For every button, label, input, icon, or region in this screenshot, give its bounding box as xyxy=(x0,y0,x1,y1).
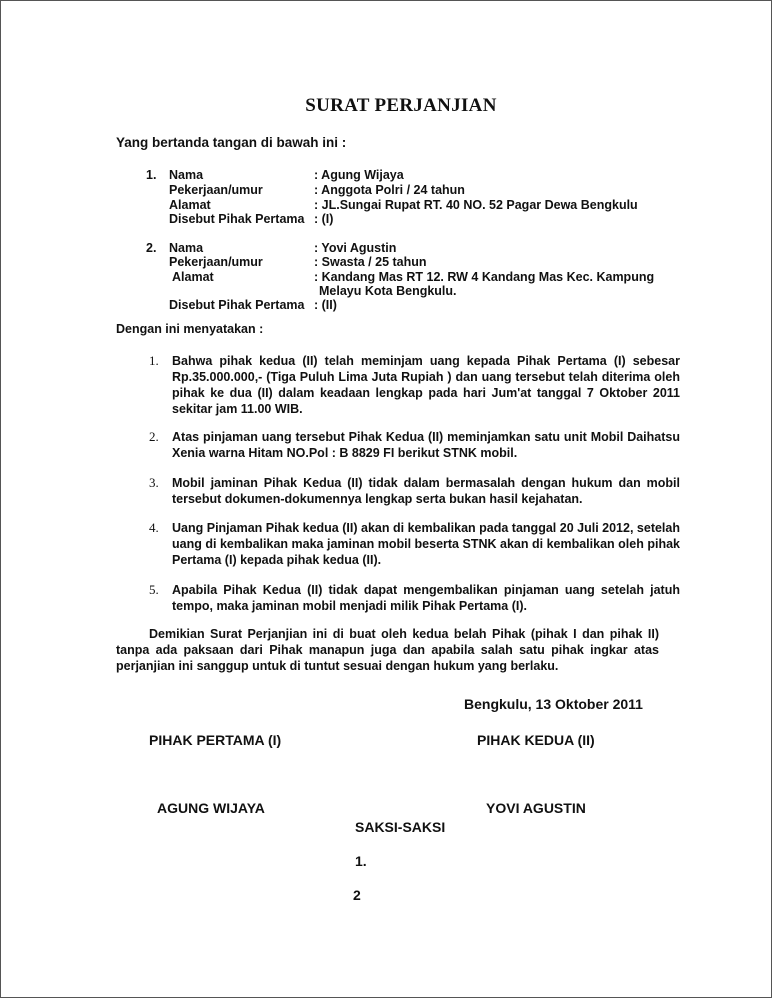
party-1-signature-name: AGUNG WIJAYA xyxy=(157,800,265,816)
clause-1-text: Bahwa pihak kedua (II) telah meminjam uang kepada Pihak Pertama (I) sebesar Rp.35.000.000,- (Tiga Puluh Lima Juta Rupiah ) dan uang tersebut telah diterima oleh pihak ke dua (II) dalam keadaan lengkap pada hari Jum'at tanggal 7 Oktober 2011 sekitar jam 11.00 WIB. xyxy=(172,354,680,416)
party-1-job-value: : Anggota Polri / 24 tahun xyxy=(314,183,465,197)
clause-4-number: 4. xyxy=(149,520,159,535)
party-2-signature-name: YOVI AGUSTIN xyxy=(486,800,586,816)
party-1-role-label: Disebut Pihak Pertama xyxy=(169,212,305,226)
party-1-job-label: Pekerjaan/umur xyxy=(169,183,263,197)
clause-5-number: 5. xyxy=(149,582,159,597)
clause-3-number: 3. xyxy=(149,475,159,490)
clause-1-number: 1. xyxy=(149,353,159,368)
party-1-role-value: : (I) xyxy=(314,212,334,226)
party-1-name-label: Nama xyxy=(169,168,204,182)
party-2-address-label: Alamat xyxy=(172,270,214,284)
place-date: Bengkulu, 13 Oktober 2011 xyxy=(464,696,643,712)
party-2-job-value: : Swasta / 25 tahun xyxy=(314,255,427,269)
party-2-role-value: : (II) xyxy=(314,298,337,312)
party-2-address-value: : Kandang Mas RT 12. RW 4 Kandang Mas Kec. Kampung xyxy=(314,270,655,284)
clause-4-text: Uang Pinjaman Pihak kedua (II) akan di kembalikan pada tanggal 20 Juli 2012, setelah uang di kembalikan maka jaminan mobil beserta STNK akan di kembalikan oleh pihak Pertama (I) kepada pihak kedua (II). xyxy=(172,521,680,567)
party-2-name-value: : Yovi Agustin xyxy=(314,241,397,255)
party-2-address-value-line2: Melayu Kota Bengkulu. xyxy=(319,284,457,298)
party-2-job-label: Pekerjaan/umur xyxy=(169,255,263,269)
party-1-address-label: Alamat xyxy=(169,198,211,212)
party-1-number: 1. xyxy=(146,168,157,182)
party-2-number: 2. xyxy=(146,241,157,255)
party-2-role-label: Disebut Pihak Pertama xyxy=(169,298,305,312)
witness-title: SAKSI-SAKSI xyxy=(355,819,446,835)
document-title: SURAT PERJANJIAN xyxy=(305,95,497,116)
clause-2-text: Atas pinjaman uang tersebut Pihak Kedua (II) meminjamkan satu unit Mobil Daihatsu Xenia warna Hitam NO.Pol : B 8829 FI berikut STNK mobil. xyxy=(172,430,680,460)
party-1-name-value: : Agung Wijaya xyxy=(314,168,404,182)
witness-1-number: 1. xyxy=(355,853,367,869)
clause-2-number: 2. xyxy=(149,429,159,444)
witness-2-number: 2 xyxy=(353,887,361,903)
clause-3-text: Mobil jaminan Pihak Kedua (II) tidak dalam bermasalah dengan hukum dan mobil tersebut dokumen-dokumennya lengkap serta bukan hasil kejahatan. xyxy=(172,476,680,506)
clause-5-text: Apabila Pihak Kedua (II) tidak dapat mengembalikan pinjaman uang setelah jatuh tempo, maka jaminan mobil menjadi milik Pihak Pertama (I). xyxy=(172,583,680,613)
party-1-address-value: : JL.Sungai Rupat RT. 40 NO. 52 Pagar Dewa Bengkulu xyxy=(314,198,638,212)
party-1-signature-title: PIHAK PERTAMA (I) xyxy=(149,732,282,748)
intro-text: Yang bertanda tangan di bawah ini : xyxy=(116,135,347,150)
party-2-signature-title: PIHAK KEDUA (II) xyxy=(477,732,595,748)
declare-text: Dengan ini menyatakan : xyxy=(116,322,264,336)
closing-paragraph: Demikian Surat Perjanjian ini di buat oleh kedua belah Pihak (pihak I dan pihak II) tanpa ada paksaan dari Pihak manapun juga dan apabila salah satu pihak ingkar atas perjanjian ini sanggup untuk di tuntut sesuai dengan hukum yang berlaku. xyxy=(116,627,659,673)
party-2-name-label: Nama xyxy=(169,241,204,255)
